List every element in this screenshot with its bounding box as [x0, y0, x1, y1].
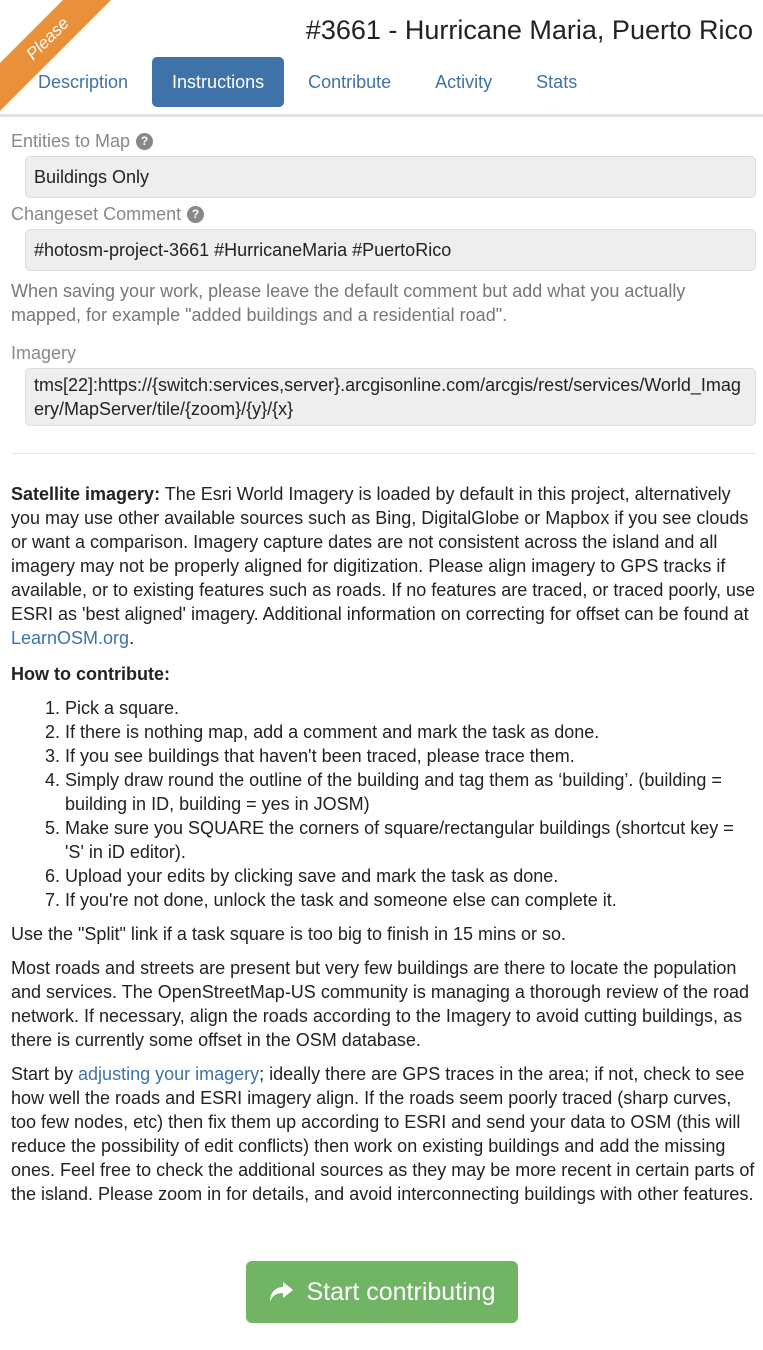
satellite-heading: Satellite imagery:: [11, 484, 161, 504]
list-item: 1. Pick a square.: [65, 696, 756, 720]
tab-description[interactable]: Description: [38, 72, 129, 92]
start-post: ; ideally there are GPS traces in the area; if not, check to see how well the roads and ESRI imagery align. If the roads seem poorly traced (sharp curves, too few nodes, etc) then fix them up according to ESRI and send your data to OSM (this will reduce the possibility of edit conflicts) then work on existing buildings and add the missing ones. Feel free to check the additional sources as they may be more recent in certain parts of the island. Please zoom in for details, and avoid interconnecting buildings with other features.: [11, 1064, 755, 1204]
changeset-label-text: Changeset Comment: [11, 204, 182, 224]
tab-contribute[interactable]: Contribute: [308, 72, 392, 92]
roads-paragraph: Most roads and streets are present but very few buildings are there to locate the population and services. The OpenStreetMap-US community is managing a thorough review of the road network. If necessary, align the roads according to the Imagery to avoid cutting buildings, as there is currently some offset in the OSM database.: [11, 958, 750, 1050]
tabs-divider: [0, 114, 763, 117]
list-item: 4. Simply draw round the outline of the building and tag them as ‘building’. (building = building in ID, building = yes in JOSM): [65, 768, 756, 816]
satellite-text: The Esri World Imagery is loaded by default in this project, alternatively you may use other available sources such as Bing, DigitalGlobe or Mapbox if you see clouds or want a comparison. Imagery capture dates are not consistent across the island and all imagery may not be properly aligned for digitization. Please align imagery to GPS tracks if available, or to existing features such as roads. If no features are traced, or traced poorly, use ESRI as 'best aligned' imagery. Additional information on correcting for offset can be found at: [11, 484, 756, 624]
list-item: 6. Upload your edits by clicking save and mark the task as done.: [65, 864, 756, 888]
entities-label-text: Entities to Map: [11, 131, 131, 151]
list-item: 3. If you see buildings that haven't been traced, please trace them.: [65, 744, 756, 768]
entities-field[interactable]: Buildings Only: [25, 156, 756, 198]
changeset-label: [11, 202, 756, 226]
satellite-paragraph: [11, 482, 756, 650]
imagery-label: Imagery: [11, 343, 77, 363]
tab-instructions[interactable]: Instructions: [152, 57, 284, 107]
list-item: 2. If there is nothing map, add a comment and mark the task as done.: [65, 720, 756, 744]
satellite-end: .: [129, 628, 135, 648]
changeset-field[interactable]: #hotosm-project-3661 #HurricaneMaria #PuertoRico: [25, 229, 756, 271]
adjust-imagery-link[interactable]: adjusting your imagery: [78, 1064, 260, 1084]
tab-bar: [18, 57, 597, 107]
learnosm-link[interactable]: LearnOSM.org: [11, 628, 130, 648]
tab-stats[interactable]: Stats: [536, 72, 578, 92]
help-icon[interactable]: ?: [187, 206, 204, 223]
instructions-panel: [11, 129, 756, 1216]
start-contributing-button[interactable]: [246, 1261, 518, 1323]
start-pre: Start by: [11, 1064, 79, 1084]
list-item: 7. If you're not done, unlock the task and someone else can complete it.: [65, 888, 756, 912]
list-item: 5. Make sure you SQUARE the corners of square/rectangular buildings (shortcut key = 'S' in iD editor).: [65, 816, 756, 864]
how-to-heading: How to contribute:: [11, 664, 170, 684]
start-paragraph: [11, 1062, 756, 1206]
changeset-help-text: When saving your work, please leave the default comment but add what you actually mapped, for example "added buildings and a residential road".: [11, 281, 686, 325]
split-paragraph: Use the "Split" link if a task square is too big to finish in 15 mins or so.: [11, 924, 567, 944]
section-divider: [11, 453, 756, 454]
help-icon[interactable]: ?: [136, 133, 153, 150]
please-ribbon: Please: [0, 0, 138, 129]
share-arrow-icon: [269, 1282, 293, 1302]
imagery-field[interactable]: tms[22]:https://{switch:services,server}.arcgisonline.com/arcgis/rest/services/World_Imagery/MapServer/tile/{zoom}/{y}/{x}: [25, 368, 756, 426]
steps-list: [65, 696, 756, 912]
project-title: #3661 - Hurricane Maria, Puerto Rico: [305, 15, 753, 45]
entities-label: [11, 129, 756, 153]
start-contributing-label: Start contributing: [306, 1278, 496, 1306]
tab-activity[interactable]: Activity: [435, 72, 493, 92]
